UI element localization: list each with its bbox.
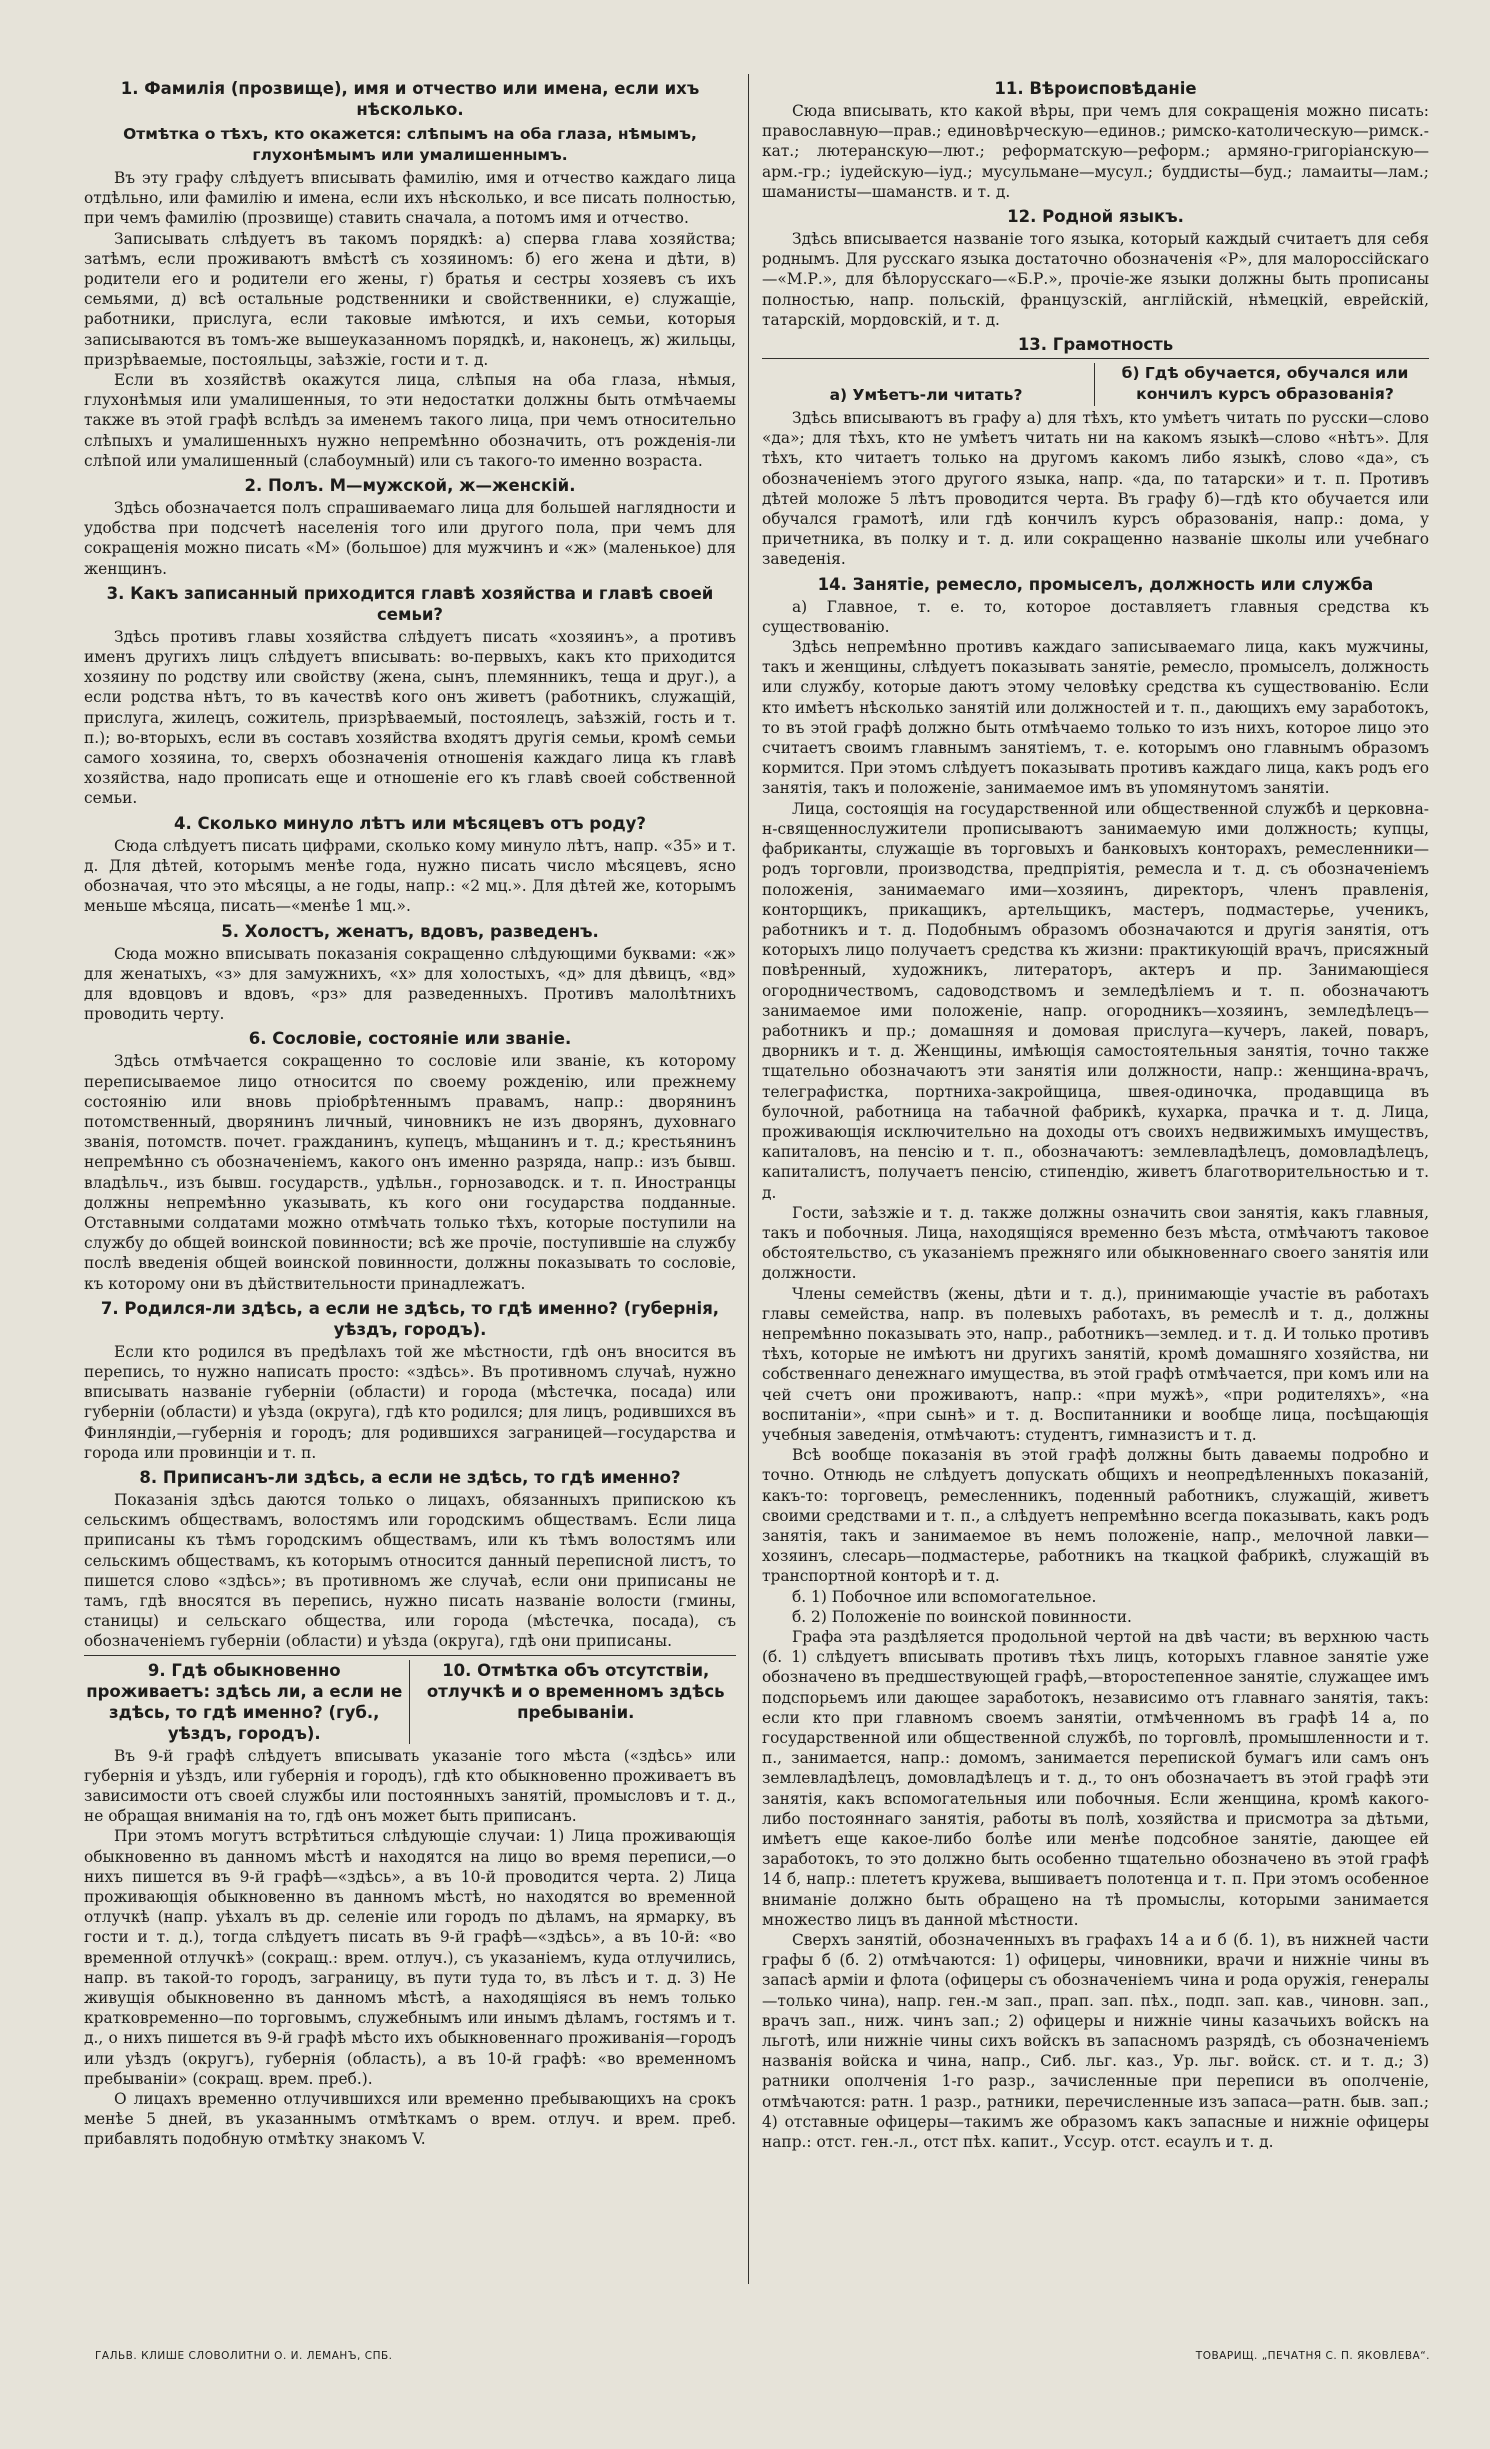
section-11-title: 11. Вѣроисповѣданіе <box>994 79 1197 98</box>
section-14-text: Сверхъ занятій, обозначенныхъ въ графахъ 14 а и б (б. 1), въ нижней части графы б (б. 2) отмѣчаются: 1) офицеры, чиновники, врачи и нижніе чины въ запасѣ арміи и флота (офицеры съ обозначеніемъ чина и рода оружія, генералы—только чина), напр. ген.-м зап., прап. зап. пѣх., подп. зап. кав., чиновн. зап., врачъ зап., ниж. чинъ зап.; 2) офицеры и нижніе чины казачьихъ войскъ на льготѣ, или нижніе чины сихъ войскъ въ запасномъ разрядѣ, съ обозначеніемъ названія войска и чина, напр., Сиб. льг. каз., Ур. льг. войск. ст. и т. д.; 3) ратники ополченія 1-го разр., зачисленные при переписи въ ополченіе, отмѣчаются: ратн. 1 разр., ратники, перечисленные изъ запаса—ратн. быв. зап.; 4) отставные офицеры—такимъ же образомъ какъ запасные и нижніе офицеры напр.: отст. ген.-л., отст пѣх. капит., Уссур. отст. есаулъ и т. д. <box>762 1931 1429 2152</box>
section-12-title: 12. Родной языкъ. <box>1007 207 1184 227</box>
section-1-subtitle: Отмѣтка о тѣхъ, кто окажется: слѣпымъ на оба глаза, нѣмымъ, глухонѣмымъ или умалишеннымъ. <box>123 125 697 164</box>
section-14-text: Графа эта раздѣляется продольной чертой на двѣ части; въ верхнюю часть (б. 1) слѣдуетъ вписывать противъ тѣхъ лицъ, которыхъ главное занятіе уже обозначено въ предшествующей графѣ,—второстепенное занятіе, служащее имъ подспорьемъ или дающее заработокъ, независимо отъ главнаго занятія, такъ: если кто при главномъ своемъ занятіи, отмѣченномъ въ графѣ 14 а, по государственной или общественной службѣ, по торговлѣ, промышленности и т. п., занимается, напр.: домомъ, занимается перепиской бумагъ или самъ онъ землевладѣлецъ, домовладѣлецъ и т. д., то онъ обозначаетъ въ этой графѣ эти занятія, какъ вспомогательныя или побочныя. Если женщина, кромѣ какого-либо постояннаго занятія, работы въ полѣ, хозяйства и присмотра за дѣтьми, имѣетъ еще какое-либо болѣе или менѣе подсобное занятіе, дающее ей заработокъ, то это должно быть особенно тщательно обозначено въ этой графѣ 14 б, напр.: плететъ кружева, вышиваетъ полотенца и т. п. При этомъ особенное вниманіе должно быть обращено на тѣ промыслы, которыми занимается множество лицъ въ данной мѣстности. <box>762 1628 1429 1929</box>
section-11-text: Сюда вписывать, кто какой вѣры, при чемъ для сокращенія можно писать: православную—прав.; единовѣрческую—единов.; римско-католическую—римск.-кат.; лютеранскую—лют.; реформатскую—реформ.; армяно-григоріанскую—арм.-гр.; іудейскую—іуд.; мусульмане—мусул.; буддисты—буд.; ламаиты—лам.; шаманисты—шаманств. и т. д. <box>762 102 1429 201</box>
section-1-text: Въ эту графу слѣдуетъ вписывать фамилію, имя и отчество каждаго лица отдѣльно, или фамилію и имена, если ихъ нѣсколько, и все писать полностью, при чемъ фамилію (прозвище) ставить сначала, а потомъ имя и отчество. <box>84 169 736 228</box>
section-7-text: Если кто родился въ предѣлахъ той же мѣстности, гдѣ онъ вносится въ перепись, то нужно написать просто: «здѣсь». Въ противномъ случаѣ, нужно вписывать названіе губерніи (области) и города (мѣстечка, посада) или губерніи (области) и уѣзда (округа), гдѣ кто родился; для лицъ, родившихся въ Финляндіи,—губернія и городъ; для родившихся заграницей—государства и города или провинціи и т. п. <box>84 1342 736 1462</box>
section-14-subheading: а) Главное, т. е. то, которое доставляетъ главныя средства къ существованію. <box>762 597 1429 636</box>
section-14-text: Гости, заѣзжіе и т. д. также должны означить свои занятія, какъ главныя, такъ и побочныя. Лица, находящіяся временно безъ мѣста, отмѣчаютъ таковое обстоятельство, съ указаніемъ прежняго или обыкновеннаго своего занятія или должности. <box>762 1203 1429 1283</box>
section-14-b2-heading: б. 2) Положеніе по воинской повинности. <box>792 1607 1132 1626</box>
imprint-left: ГАЛЬВ. КЛИШЕ СЛОВОЛИТНИ О. И. ЛЕМАНЪ, СПБ. <box>95 2350 393 2362</box>
section-14-title: 14. Занятіе, ремесло, промыселъ, должность или служба <box>817 574 1374 594</box>
sections-9-10-header <box>84 1655 736 1746</box>
section-5-text: Сюда можно вписывать показанія сокращенно слѣдующими буквами: «ж» для женатыхъ, «з» для замужнихъ, «х» для холостыхъ, «д» для дѣвицъ, «вд» для вдовцовъ и вдовъ, «рз» для разведенныхъ. Противъ малолѣтнихъ проводить черту. <box>84 944 736 1024</box>
section-13-text: Здѣсь вписываютъ въ графу а) для тѣхъ, кто умѣетъ читать по русски—слово «да»; для тѣхъ, кто не умѣетъ читать ни на какомъ языкѣ—слово «нѣтъ». Для тѣхъ, кто читаетъ только на другомъ какомъ либо языкѣ, слово «да», съ обозначеніемъ этого другого языка, напр. «да, по татарски» и т. п. Противъ дѣтей моложе 5 лѣтъ проводится черта. Въ графу б)—гдѣ кто обучается или обучался грамотѣ, или гдѣ кончилъ курсъ образованія, напр.: дома, у причетника, въ полку и т. д. или сокращенно названіе школы или учебнаго заведенія. <box>762 409 1429 569</box>
two-column-body <box>84 74 1432 2284</box>
section-9-title: 9. Гдѣ обыкновенно проживаетъ: здѣсь ли, а если не здѣсь, то гдѣ именно? (губ., уѣздъ, городъ). <box>84 1660 410 1744</box>
section-1-text: Если въ хозяйствѣ окажутся лица, слѣпыя на оба глаза, нѣмыя, глухонѣмыя или умалишенныя, то эти недостатки должны быть отмѣчаемы также въ этой графѣ вслѣдъ за именемъ такого лица, при чемъ относительно слѣпыхъ и умалишенныхъ нужно непремѣнно обозначить, отъ рожденія-ли слѣпой или умалишенный (слабоумный) или съ такого-то именно возраста. <box>84 371 736 470</box>
section-13-title: 13. Грамотность <box>1017 335 1174 355</box>
section-14-text: Члены семействъ (жены, дѣти и т. д.), принимающіе участіе въ работахъ главы семейства, напр. въ полевыхъ работахъ, въ ремеслѣ и т. д., должны непремѣнно показывать это, напр., работникъ—землед. и т. д. И только противъ тѣхъ, которые не имѣютъ ни другихъ занятій, кромѣ домашняго хозяйства, ни собственнаго денежнаго имущества, въ этой графѣ отмѣчается, при комъ или на чей счетъ они проживаютъ, напр.: «при мужѣ», «при родителяхъ», «на воспитаніи», «при сынѣ» и т. д. Воспитанники и вообще лица, посѣщающія учебныя заведенія, отмѣчаютъ: студентъ, гимназистъ и т. д. <box>762 1284 1429 1444</box>
left-column <box>84 74 749 2284</box>
imprint-right: ТОВАРИЩ. „ПЕЧАТНЯ С. П. ЯКОВЛЕВА“. <box>1195 2350 1430 2362</box>
section-14-b1-heading: б. 1) Побочное или вспомогательное. <box>792 1587 1097 1606</box>
section-14-text: Здѣсь непремѣнно противъ каждаго записываемаго лица, какъ мужчины, такъ и женщины, слѣдуетъ показывать занятіе, ремесло, промыселъ, должность или службу, которые даютъ этому человѣку средства къ существованію. Если кто имѣетъ нѣсколько занятій или должностей и т. п., дающихъ ему заработокъ, то въ этой графѣ должно быть отмѣчаемо только то изъ нихъ, которое лицо это считаетъ своимъ главнымъ занятіемъ, т. е. которымъ оно главнымъ образомъ кормится. При этомъ слѣдуетъ показывать противъ каждаго лица, какъ родъ его занятія, такъ и положеніе, занимаемое имъ въ упомянутомъ занятіи. <box>762 638 1429 798</box>
section-13-a-label: а) Умѣетъ-ли читать? <box>762 363 1095 406</box>
section-13-b-label: б) Гдѣ обучается, обучался или кончилъ курсъ образованія? <box>1121 364 1409 404</box>
section-3-text: Здѣсь противъ главы хозяйства слѣдуетъ писать «хозяинъ», а противъ именъ другихъ лицъ слѣдуетъ вписывать: во-первыхъ, какъ кто приходится хозяину по родству или свойству (жена, сынъ, племянникъ, теща и друг.), а если родства нѣтъ, то въ качествѣ кого онъ живетъ (работникъ, служащій, прислуга, жилецъ, сожитель, призрѣваемый, постоялецъ, заѣзжій, гость и т. п.); во-вторыхъ, если въ составъ хозяйства входятъ другія семьи, кромѣ семьи самого хозяина, то, сверхъ обозначенія отношенія каждаго лица къ главѣ хозяйства, надо прописать еще и отношеніе его къ главѣ своей собственной семьи. <box>84 627 736 808</box>
section-9-text: При этомъ могутъ встрѣтиться слѣдующіе случаи: 1) Лица проживающія обыкновенно въ данномъ мѣстѣ и находятся на лицо во время переписи,—о нихъ пишется въ 9-й графѣ—«здѣсь», а въ 10-й проводится черта. 2) Лица проживающія обыкновенно въ данномъ мѣстѣ, но находятся во временной отлучкѣ (напр. уѣхалъ въ др. селеніе или городъ по дѣламъ, на ярмарку, въ гости и т. д.), тогда слѣдуетъ писать въ 9-й графѣ—«здѣсь», а въ 10-й: «во временной отлучкѣ» (сокращ.: врем. отлуч.), съ указаніемъ, куда отлучились, напр. въ такой-то городъ, заграницу, въ пути туда то, въ лѣсъ и т. д. 3) Не живущія обыкновенно въ данномъ мѣстѣ, а находящіяся въ немъ только кратковременно—по торговымъ, служебнымъ или инымъ дѣламъ, гостямъ и т. д., о нихъ пишется въ 9-й графѣ мѣсто ихъ обыкновеннаго проживанія—городъ или уѣздъ (округъ), губернія (область), а въ 10-й графѣ: «во временномъ пребываніи» (сокращ. врем. преб.). <box>84 1827 736 2088</box>
section-3-title: 3. Какъ записанный приходится главѣ хозяйства и главѣ своей семьи? <box>106 583 714 624</box>
section-1-title: 1. Фамилія (прозвище), имя и отчество или имена, если ихъ нѣсколько. <box>120 79 700 119</box>
section-2-text: Здѣсь обозначается полъ спрашиваемаго лица для большей наглядности и удобства при подсчетѣ населенія того или другого пола, при чемъ для сокращенія можно писать «М» (большое) для мужчинъ и «ж» (маленькое) для женщинъ. <box>84 499 736 578</box>
section-13-subheaders <box>762 358 1429 408</box>
section-1-text: Записывать слѣдуетъ въ такомъ порядкѣ: а) сперва глава хозяйства; затѣмъ, если проживаютъ вмѣстѣ съ хозяиномъ: б) его жена и дѣти, в) родители его и родители его жены, г) братья и сестры хозяевъ съ ихъ семьями, д) всѣ остальные родственники и свойственники, е) служащіе, работники, прислуга, если таковые имѣются, и ихъ семьи, которыя записываются въ томъ-же вышеуказанномъ порядкѣ, и, наконецъ, ж) жильцы, призрѣваемые, постояльцы, заѣзжіе, гости и т. д. <box>84 229 736 369</box>
section-9-text: О лицахъ временно отлучившихся или временно пребывающихъ на срокъ менѣе 5 дней, въ указаннымъ отмѣткамъ о врем. отлуч. и врем. преб. прибавлять подобную отмѣтку знакомъ V. <box>84 2090 736 2149</box>
section-10-title: 10. Отмѣтка объ отсутствіи, отлучкѣ и о временномъ здѣсь пребываніи. <box>426 1660 725 1722</box>
section-6-title: 6. Сословіе, состояніе или званіе. <box>248 1029 572 1049</box>
section-2-title: 2. Полъ. М—мужской, ж—женскій. <box>244 476 576 496</box>
section-8-title: 8. Приписанъ-ли здѣсь, а если не здѣсь, то гдѣ именно? <box>139 1467 681 1487</box>
imprint-footer <box>95 2350 1430 2362</box>
section-6-text: Здѣсь отмѣчается сокращенно то сословіе или званіе, къ которому переписываемое лицо относится по своему рожденію, или прежнему состоянію или вновь пріобрѣтеннымъ правамъ, напр.: дворянинъ потомственный, дворянинъ личный, чиновникъ не изъ дворянъ, духовнаго званія, потомств. почет. гражданинъ, купецъ, мѣщанинъ и т. д.; крестьянинъ непремѣнно съ обозначеніемъ, какого онъ именно разряда, напр.: изъ бывш. владѣльч., изъ бывш. государств., удѣльн., горнозаводск. и т. п. Иностранцы должны непремѣнно указывать, къ кого они государства подданные. Отставными солдатами можно отмѣчать только тѣхъ, которые поступили на службу до общей воинской повинности; всѣ же прочіе, поступившіе на службу послѣ введенія общей воинской повинности, должны показывать то сословіе, къ которому они въ дѣйствительности принадлежатъ. <box>84 1052 736 1293</box>
section-12-text: Здѣсь вписывается названіе того языка, который каждый считаетъ для себя роднымъ. Для русскаго языка достаточно обозначенія «Р», для малороссійскаго—«М.Р.», для бѣлорусскаго—«Б.Р.», прочіе-же языки должны быть прописаны полностью, напр. польскій, французскій, англійскій, нѣмецкій, еврейскій, татарскій, мордовскій, и т. д. <box>762 230 1429 329</box>
right-column <box>749 74 1429 2284</box>
section-9-text: Въ 9-й графѣ слѣдуетъ вписывать указаніе того мѣста («здѣсь» или губернія и уѣздъ, или губернія и городъ), гдѣ кто обыкновенно проживаетъ въ зависимости отъ своей службы или постоянныхъ занятій, промысловъ и т. д., не обращая вниманія на то, гдѣ онъ может быть приписанъ. <box>84 1746 736 1826</box>
section-14-text: Всѣ вообще показанія въ этой графѣ должны быть даваемы подробно и точно. Отнюдь не слѣдуетъ допускать общихъ и неопредѣленныхъ показаній, какъ-то: торговецъ, ремесленникъ, поденный работникъ, служащій, живетъ своими средствами и т. п., а слѣдуетъ непремѣнно всегда показывать, какъ родъ занятія, такъ и занимаемое въ немъ положеніе, напр., мелочной лавки—хозяинъ, слесарь—подмастерье, работникъ на ткацкой фабрикѣ, служащій въ транспортной конторѣ и т. д. <box>762 1446 1429 1586</box>
section-4-title: 4. Сколько минуло лѣтъ или мѣсяцевъ отъ роду? <box>173 813 647 833</box>
section-4-text: Сюда слѣдуетъ писать цифрами, сколько кому минуло лѣтъ, напр. «35» и т. д. Для дѣтей, которымъ менѣе года, нужно писать число мѣсяцевъ, ясно обозначая, что это мѣсяцы, а не годы, напр.: «2 мц.». Для дѣтей же, которымъ меньше мѣсяца, писать—«менѣе 1 мц.». <box>84 836 736 916</box>
section-5-title: 5. Холостъ, женатъ, вдовъ, разведенъ. <box>221 921 599 941</box>
section-14-text: Лица, состоящія на государственной или общественной службѣ и церковна-н-священнослужители прописываютъ занимаемую ими должность; купцы, фабриканты, служащіе въ торговыхъ и банковыхъ конторахъ, ремесленники—родъ торговли, производства, предпріятія, ремесла и т. д. съ обозначеніемъ положенія, занимаемаго ими—хозяинъ, директоръ, членъ правленія, конторщикъ, прикащикъ, артельщикъ, мастеръ, подмастерье, ученикъ, работникъ и т. д. Подобнымъ образомъ обозначаются и другія занятія, отъ которыхъ лицо получаетъ средства къ жизни: практикующій врачъ, присяжный повѣренный, художникъ, литераторъ, актеръ и пр. Занимающіеся огородничествомъ, садоводствомъ и земледѣліемъ и т. п. обозначаютъ занимаемое ими положеніе, напр. огородникъ—хозяинъ, земледѣлецъ—работникъ и пр.; домашняя и домовая прислуга—кучеръ, лакей, поваръ, дворникъ и т. д. Женщины, имѣющія самостоятельныя занятія, точно также тщательно обозначаютъ эти занятія или должности, напр.: женщина-врачъ, телеграфистка, портниха-закройщица, швея-одиночка, продавщица въ булочной, работница на табачной фабрикѣ, кухарка, прачка и т. д. Лица, проживающія исключительно на доходы отъ своихъ недвижимыхъ имуществъ, капиталовъ, на пенсію и т. п., обозначаютъ: землевладѣлецъ, домовладѣлецъ, капиталистъ, получаетъ пенсію, стипендію, живетъ благотворительностью и т. д. <box>762 799 1429 1202</box>
section-8-text: Показанія здѣсь даются только о лицахъ, обязанныхъ припискою къ сельскимъ обществамъ, волостямъ или городскимъ обществамъ. Если лица приписаны къ тѣмъ городскимъ обществамъ, или къ тѣмъ волостямъ или сельскимъ обществамъ, къ которымъ относится данный переписной листъ, то пишется слово «здѣсь»; въ противномъ же случаѣ, если они приписаны не тамъ, гдѣ вносятся въ перепись, нужно писать названіе волости (гмины, станицы) и сельскаго общества, или города (мѣстечка, посада), съ обозначеніемъ губерніи (области) и уѣзда (округа), гдѣ они приписаны. <box>84 1490 736 1651</box>
section-7-title: 7. Родился-ли здѣсь, а если не здѣсь, то гдѣ именно? (губернія, уѣздъ, городъ). <box>100 1298 720 1339</box>
